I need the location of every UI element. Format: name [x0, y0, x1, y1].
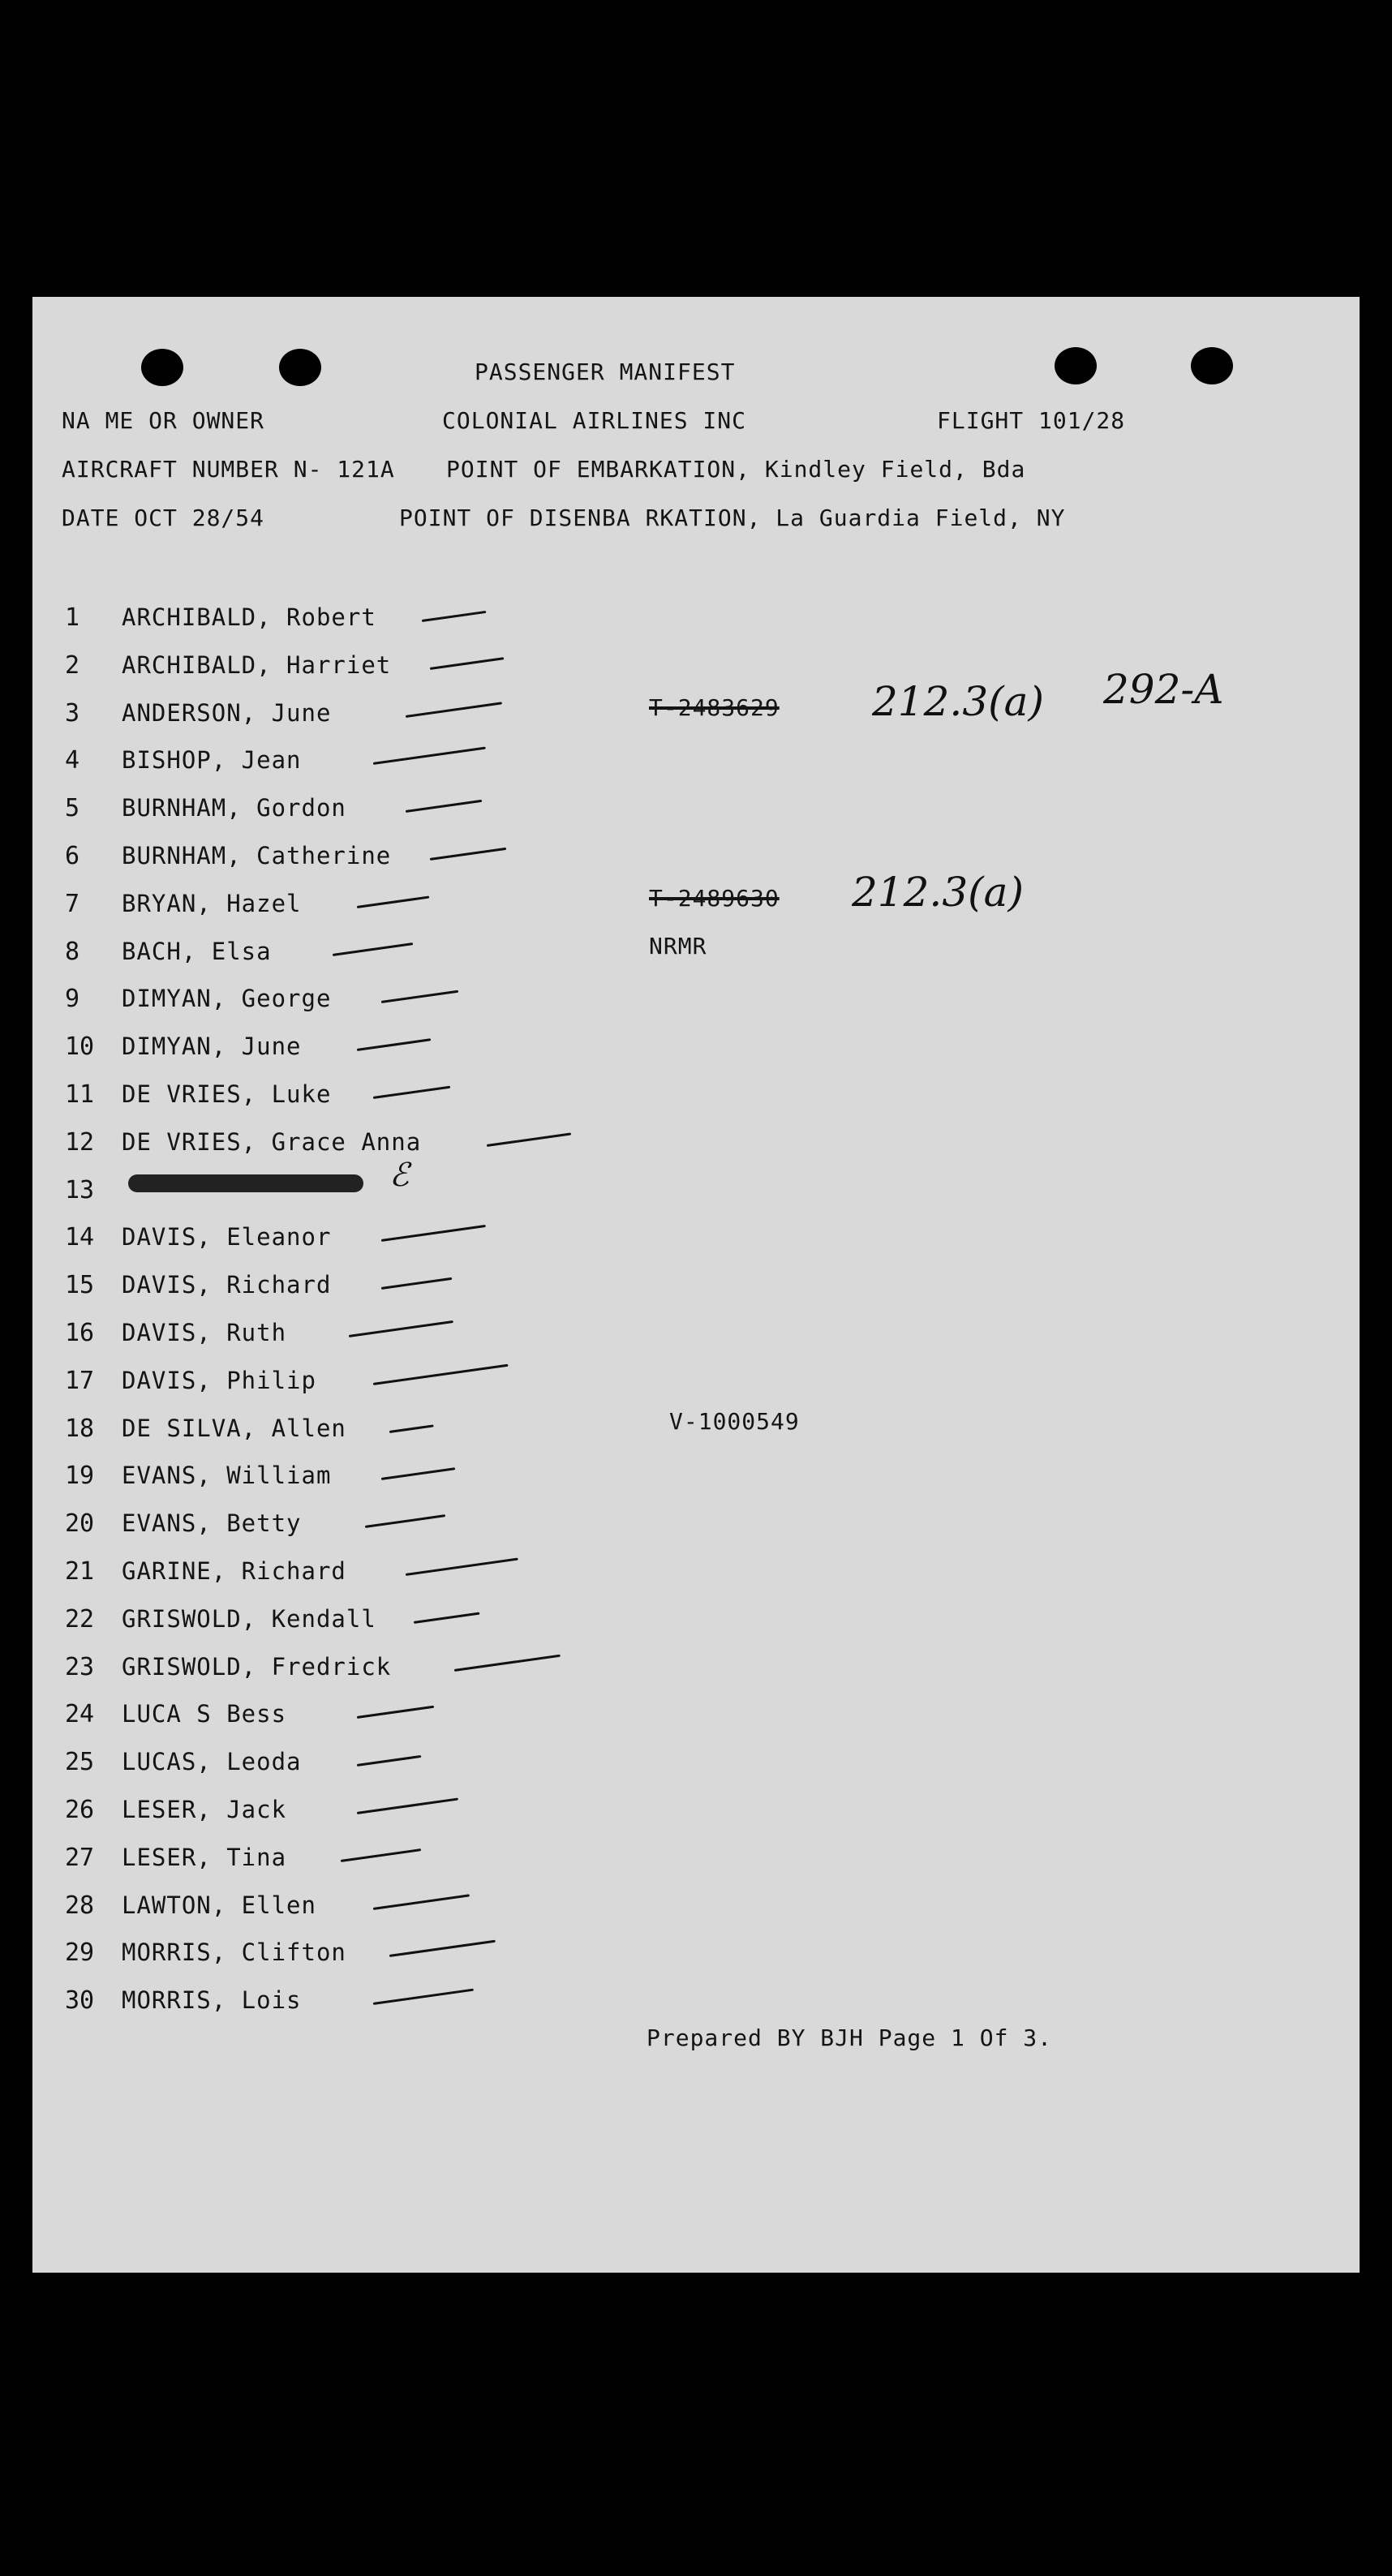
punch-hole: [279, 349, 321, 386]
passenger-row: [32, 938, 1249, 970]
check-mark: [406, 702, 502, 718]
passenger-number: 16: [65, 1319, 95, 1347]
passenger-name: MORRIS, Lois: [122, 1986, 302, 2015]
check-mark: [373, 1989, 474, 2005]
passenger-row: [32, 1605, 1249, 1638]
passenger-name: GRISWOLD, Kendall: [122, 1604, 376, 1633]
passenger-number: 27: [65, 1843, 95, 1872]
passenger-number: 8: [65, 937, 80, 966]
passenger-row: [32, 1844, 1249, 1876]
check-mark: [365, 1514, 445, 1528]
passenger-name: GARINE, Richard: [122, 1557, 346, 1585]
handwritten-initial: ℰ: [389, 1157, 410, 1194]
manifest-title: PASSENGER MANIFEST: [475, 358, 736, 385]
torn-corner: [925, 2527, 998, 2576]
passenger-name: EVANS, Betty: [122, 1509, 302, 1538]
handwritten-note-row7: 212.3(a): [852, 869, 1024, 916]
passenger-name: DAVIS, Ruth: [122, 1319, 287, 1346]
passenger-name: DE VRIES, Grace Anna: [122, 1127, 422, 1156]
check-mark: [422, 611, 487, 622]
passenger-row: [32, 1509, 1249, 1542]
check-mark: [381, 1468, 456, 1481]
check-mark: [414, 1612, 480, 1623]
check-mark: [373, 747, 486, 765]
passenger-number: 13: [65, 1175, 95, 1204]
passenger-row: [32, 1462, 1249, 1494]
passenger-name: DIMYAN, George: [122, 985, 332, 1013]
check-mark: [357, 895, 430, 908]
punch-hole: [1055, 347, 1097, 384]
check-mark: [357, 1706, 434, 1719]
flight-number: FLIGHT 101/28: [937, 407, 1126, 434]
check-mark: [373, 1894, 470, 1910]
passenger-row: [32, 1367, 1249, 1399]
passenger-number: 3: [65, 698, 80, 728]
passenger-number: 1: [65, 603, 80, 632]
passenger-name: ANDERSON, June: [122, 698, 332, 727]
punch-hole: [141, 349, 183, 386]
passenger-number: 12: [65, 1127, 95, 1157]
passenger-row: [32, 890, 1249, 922]
check-mark: [389, 1940, 496, 1957]
ticket-number-row3: T-2483629: [649, 694, 780, 721]
passenger-row: [32, 1415, 1249, 1447]
passenger-name: LESER, Jack: [122, 1796, 287, 1823]
passenger-number: 9: [65, 985, 80, 1014]
owner-name: COLONIAL AIRLINES INC: [442, 407, 747, 434]
check-mark: [389, 1424, 434, 1433]
passenger-row: [32, 985, 1249, 1017]
passenger-number: 11: [65, 1080, 95, 1109]
passenger-number: 20: [65, 1509, 95, 1539]
check-mark: [349, 1320, 453, 1337]
passenger-number: 2: [65, 650, 80, 680]
passenger-row: [32, 1319, 1249, 1351]
passenger-row: [32, 1271, 1249, 1303]
aircraft-number: AIRCRAFT NUMBER N- 121A: [62, 456, 395, 483]
passenger-row: [32, 1986, 1249, 2019]
check-mark: [430, 657, 505, 670]
passenger-row: [32, 1700, 1249, 1732]
check-mark: [381, 1225, 486, 1242]
passenger-number: 19: [65, 1462, 95, 1491]
passenger-row: [32, 1033, 1249, 1065]
check-mark: [430, 848, 506, 861]
check-mark: [381, 990, 458, 1003]
passenger-number: 28: [65, 1891, 95, 1920]
check-mark: [357, 1797, 458, 1814]
check-mark: [487, 1132, 571, 1147]
check-mark: [406, 1558, 518, 1576]
passenger-name: DIMYAN, June: [122, 1033, 302, 1061]
passenger-number: 14: [65, 1223, 95, 1252]
passenger-name: EVANS, William: [122, 1462, 332, 1490]
passenger-name: LESER, Tina: [122, 1843, 287, 1871]
passenger-name: BURNHAM, Catherine: [122, 842, 392, 869]
passenger-name: LUCA S Bess: [122, 1700, 287, 1728]
check-mark: [341, 1848, 421, 1862]
passenger-name: LAWTON, Ellen: [122, 1891, 316, 1919]
passenger-name: LUCAS, Leoda: [122, 1748, 302, 1776]
passenger-row: [32, 699, 1249, 732]
passenger-number: 18: [65, 1414, 95, 1443]
passenger-number: 17: [65, 1366, 95, 1395]
passenger-number: 10: [65, 1033, 95, 1062]
passenger-row: [32, 1080, 1249, 1113]
passenger-row: [32, 1938, 1249, 1971]
passenger-number: 29: [65, 1938, 95, 1968]
handwritten-note-row3: 212.3(a): [872, 678, 1044, 725]
prepared-by: Prepared BY BJH Page 1 Of 3.: [647, 2024, 1053, 2051]
passenger-name: GRISWOLD, Fredrick: [122, 1652, 392, 1681]
passenger-row: [32, 651, 1249, 684]
check-mark: [333, 942, 413, 956]
check-mark: [373, 1363, 509, 1385]
passenger-number: 25: [65, 1748, 95, 1777]
passenger-row: [32, 603, 1249, 636]
passenger-row: [32, 1223, 1249, 1256]
passenger-row: [32, 1748, 1249, 1780]
check-mark: [406, 800, 482, 813]
punch-hole: [1191, 347, 1233, 384]
passenger-name: BRYAN, Hazel: [122, 889, 302, 917]
handwritten-code-row3: 292-A: [1103, 666, 1224, 713]
passenger-number: 26: [65, 1796, 95, 1824]
passenger-number: 7: [65, 889, 80, 918]
check-mark: [373, 1086, 450, 1099]
passenger-name: DE VRIES, Luke: [122, 1080, 332, 1108]
embarkation-point: POINT OF EMBARKATION, Kindley Field, Bda: [446, 456, 1026, 483]
passenger-name: ARCHIBALD, Robert: [122, 603, 376, 631]
passenger-name: BISHOP, Jean: [122, 746, 302, 775]
passenger-number: 24: [65, 1700, 95, 1729]
passenger-name: DAVIS, Richard: [122, 1271, 332, 1299]
passenger-name: ARCHIBALD, Harriet: [122, 650, 392, 679]
passenger-row: [32, 1891, 1249, 1924]
check-mark: [454, 1654, 561, 1671]
status-row8: NRMR: [649, 933, 707, 960]
passenger-name: DE SILVA, Allen: [122, 1414, 346, 1442]
passenger-row: [32, 1653, 1249, 1685]
flight-date: DATE OCT 28/54: [62, 504, 265, 531]
ticket-number-row7: T-2489630: [649, 885, 780, 912]
passenger-number: 21: [65, 1557, 95, 1586]
redaction-mark: [128, 1174, 363, 1192]
passenger-number: 5: [65, 794, 80, 823]
manifest-page: [32, 297, 1360, 2273]
passenger-number: 23: [65, 1652, 95, 1681]
passenger-name: BACH, Elsa: [122, 937, 272, 965]
passenger-row: [32, 746, 1249, 779]
owner-label: NA ME OR OWNER: [62, 407, 265, 434]
passenger-name: DAVIS, Eleanor: [122, 1223, 332, 1252]
passenger-row: [32, 1557, 1249, 1590]
passenger-row: [32, 1128, 1249, 1161]
passenger-number: 30: [65, 1986, 95, 2016]
passenger-name: DAVIS, Philip: [122, 1366, 316, 1394]
passenger-name: BURNHAM, Gordon: [122, 794, 346, 822]
passenger-row: [32, 794, 1249, 826]
passenger-number: 15: [65, 1271, 95, 1300]
passenger-number: 22: [65, 1604, 95, 1634]
passenger-number: 4: [65, 746, 80, 775]
visa-number-row18: V-1000549: [669, 1408, 800, 1435]
check-mark: [381, 1277, 453, 1290]
check-mark: [357, 1755, 422, 1767]
passenger-name: MORRIS, Clifton: [122, 1938, 346, 1967]
passenger-row: [32, 842, 1249, 874]
disembarkation-point: POINT OF DISENBA RKATION, La Guardia Field, NY: [399, 504, 1066, 531]
check-mark: [357, 1038, 432, 1051]
passenger-number: 6: [65, 842, 80, 870]
passenger-row: [32, 1796, 1249, 1828]
